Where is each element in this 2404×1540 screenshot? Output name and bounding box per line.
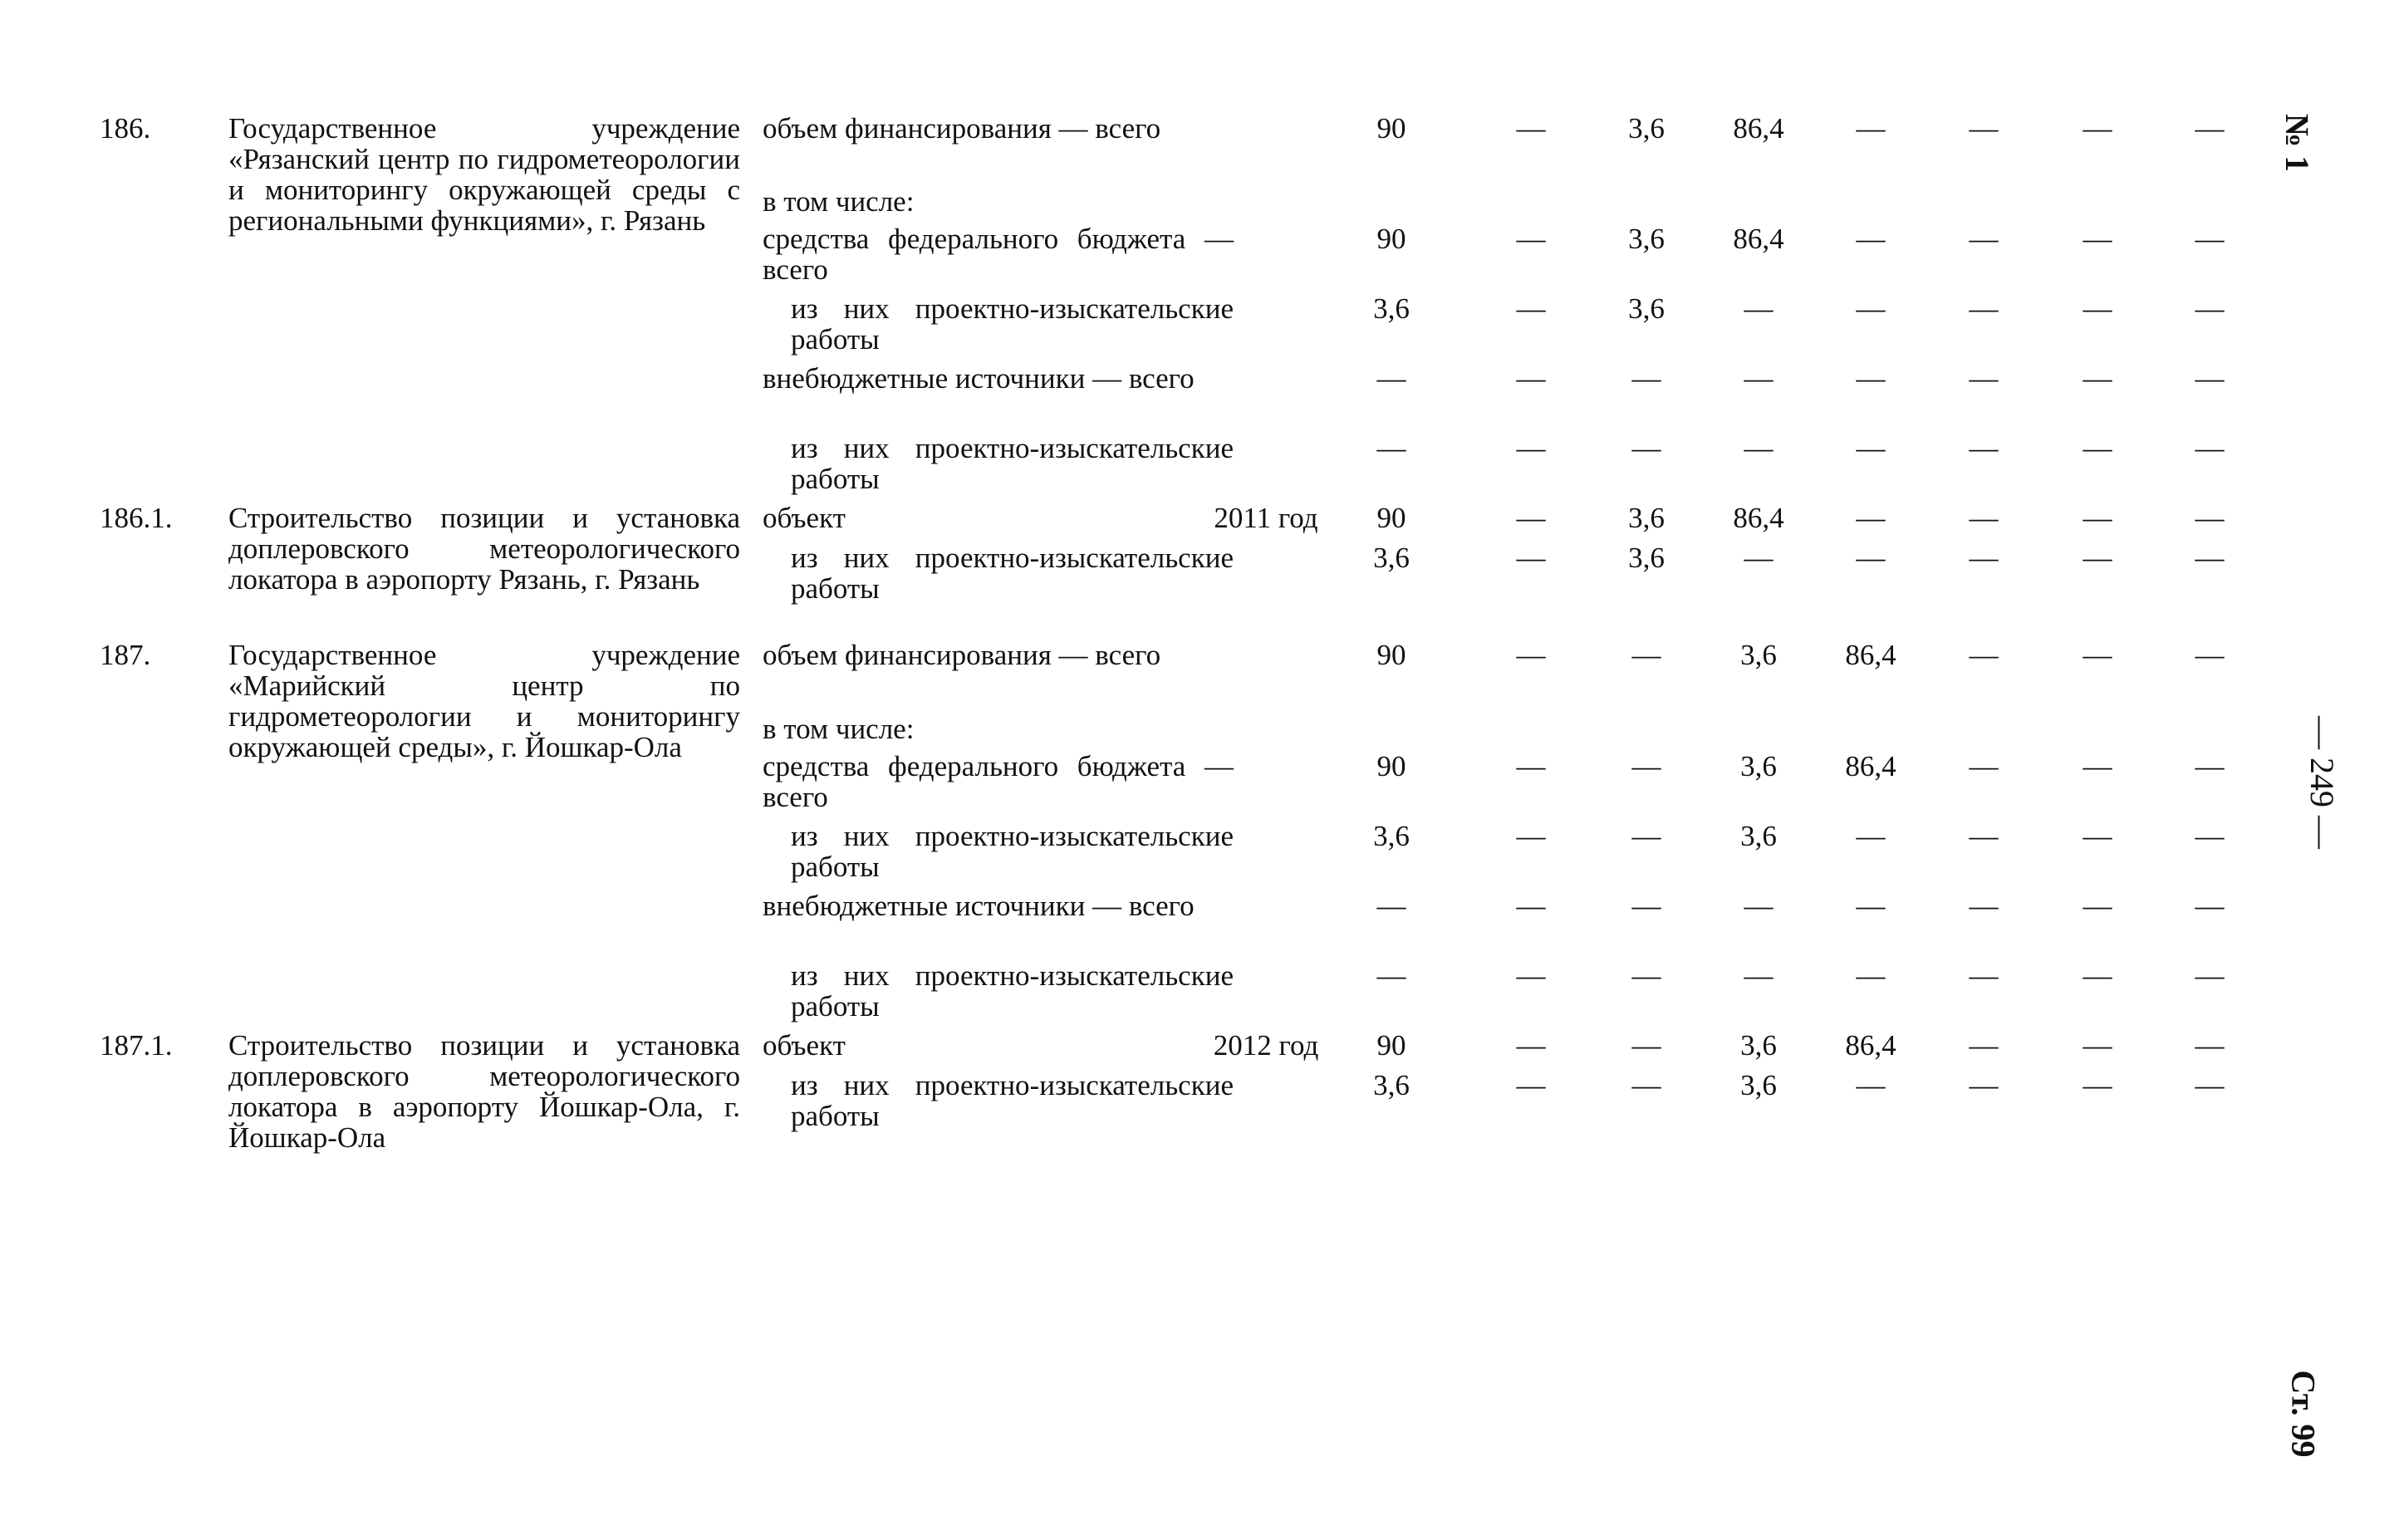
value-cell: — <box>1856 112 1886 145</box>
value-cell: — <box>1744 362 1774 395</box>
value-cell: — <box>1856 223 1886 255</box>
value-cell: — <box>1631 362 1661 395</box>
value-cell: — <box>1969 292 1999 325</box>
value-cell: — <box>1856 890 1886 922</box>
indicator-label: в том числе: <box>763 713 915 745</box>
row-number: 187. <box>100 639 151 671</box>
value-cell: — <box>1631 959 1661 992</box>
value-cell: — <box>1856 1069 1886 1101</box>
row-number: 186.1. <box>100 502 173 534</box>
value-cell: — <box>1969 959 1999 992</box>
value-cell: — <box>2195 223 2225 255</box>
value-cell: — <box>2195 639 2225 671</box>
value-cell: 3,6 <box>1740 1029 1777 1062</box>
value-cell: 86,4 <box>1845 1029 1896 1062</box>
value-cell: — <box>2083 223 2112 255</box>
year-cell: 2012 год <box>1213 1029 1319 1062</box>
value-cell: 90 <box>1376 112 1406 145</box>
value-cell: 3,6 <box>1628 292 1665 325</box>
value-cell: — <box>2083 112 2112 145</box>
value-cell: — <box>1516 112 1546 145</box>
value-cell: — <box>1969 432 1999 464</box>
value-cell: — <box>1969 362 1999 395</box>
value-cell: — <box>1516 959 1546 992</box>
article-number: Ст. 99 <box>2284 1370 2323 1458</box>
value-cell: — <box>2195 959 2225 992</box>
indicator-label: из них проектно-изыскательские работы <box>791 542 1234 605</box>
value-cell: — <box>2195 432 2225 464</box>
value-cell: — <box>1744 432 1774 464</box>
value-cell: — <box>2083 1029 2112 1062</box>
value-cell: — <box>2083 502 2112 534</box>
value-cell: — <box>1856 542 1886 574</box>
value-cell: — <box>1744 959 1774 992</box>
value-cell: — <box>1631 820 1661 852</box>
value-cell: — <box>1516 502 1546 534</box>
value-cell: — <box>1631 1029 1661 1062</box>
value-cell: — <box>1969 502 1999 534</box>
institution-name: Строительство позиции и установка доплеровского метеорологического локатора в аэропорту Рязань, г. Рязань <box>228 502 740 596</box>
indicator-label: объем финансирования — всего <box>763 112 1161 145</box>
value-cell: — <box>1856 502 1886 534</box>
value-cell: — <box>1631 432 1661 464</box>
value-cell: 86,4 <box>1845 639 1896 671</box>
indicator-label: из них проектно-изыскательские работы <box>791 292 1234 356</box>
value-cell: 3,6 <box>1373 292 1410 325</box>
row-number: 187.1. <box>100 1029 173 1062</box>
value-cell: 86,4 <box>1733 502 1784 534</box>
indicator-label: средства федерального бюджета — всего <box>763 750 1234 813</box>
value-cell: 3,6 <box>1740 750 1777 782</box>
value-cell: — <box>2195 542 2225 574</box>
value-cell: — <box>1744 890 1774 922</box>
value-cell: — <box>1744 292 1774 325</box>
value-cell: — <box>2083 432 2112 464</box>
value-cell: — <box>1856 959 1886 992</box>
indicator-label: из них проектно-изыскательские работы <box>791 1069 1234 1132</box>
value-cell: — <box>2195 502 2225 534</box>
indicator-label: из них проектно-изыскательские работы <box>791 959 1234 1023</box>
value-cell: — <box>1376 432 1406 464</box>
institution-name: Государственное учреждение «Рязанский центр по гидрометеорологии и мониторингу окружающей среды с региональными функциями», г. Рязань <box>228 112 740 237</box>
value-cell: — <box>2195 890 2225 922</box>
value-cell: — <box>1516 1029 1546 1062</box>
value-cell: 90 <box>1376 1029 1406 1062</box>
value-cell: — <box>2195 1029 2225 1062</box>
value-cell: — <box>1516 820 1546 852</box>
value-cell: 86,4 <box>1733 223 1784 255</box>
value-cell: — <box>1856 362 1886 395</box>
value-cell: 3,6 <box>1373 820 1410 852</box>
value-cell: 3,6 <box>1628 112 1665 145</box>
value-cell: 3,6 <box>1740 1069 1777 1101</box>
value-cell: 86,4 <box>1845 750 1896 782</box>
row-number: 186. <box>100 112 151 145</box>
value-cell: — <box>1631 1069 1661 1101</box>
year-cell: 2011 год <box>1214 502 1318 534</box>
value-cell: — <box>2083 1069 2112 1101</box>
indicator-label: из них проектно-изыскательские работы <box>791 432 1234 495</box>
value-cell: 3,6 <box>1373 1069 1410 1101</box>
value-cell: 90 <box>1376 223 1406 255</box>
value-cell: — <box>1969 890 1999 922</box>
value-cell: — <box>2083 639 2112 671</box>
value-cell: — <box>2083 542 2112 574</box>
value-cell: — <box>1744 542 1774 574</box>
indicator-label: средства федерального бюджета — всего <box>763 223 1234 286</box>
value-cell: — <box>2195 112 2225 145</box>
value-cell: — <box>2083 292 2112 325</box>
value-cell: — <box>2083 890 2112 922</box>
value-cell: — <box>2195 750 2225 782</box>
indicator-label: внебюджетные источники — всего <box>763 890 1195 922</box>
value-cell: — <box>1516 432 1546 464</box>
indicator-label: в том числе: <box>763 185 915 218</box>
value-cell: — <box>1631 890 1661 922</box>
page-number: — 249 — <box>2303 716 2341 849</box>
value-cell: — <box>1516 1069 1546 1101</box>
indicator-label: объект <box>763 502 846 534</box>
value-cell: 90 <box>1376 750 1406 782</box>
value-cell: — <box>2083 362 2112 395</box>
issue-number: № 1 <box>2279 113 2317 173</box>
value-cell: — <box>1969 639 1999 671</box>
value-cell: 3,6 <box>1740 639 1777 671</box>
value-cell: — <box>1631 639 1661 671</box>
value-cell: — <box>1856 820 1886 852</box>
value-cell: 3,6 <box>1628 542 1665 574</box>
value-cell: 3,6 <box>1740 820 1777 852</box>
value-cell: — <box>1516 890 1546 922</box>
value-cell: — <box>1969 1029 1999 1062</box>
indicator-label: внебюджетные источники — всего <box>763 362 1195 395</box>
value-cell: — <box>1516 750 1546 782</box>
value-cell: — <box>1969 112 1999 145</box>
value-cell: — <box>1969 542 1999 574</box>
indicator-label: из них проектно-изыскательские работы <box>791 820 1234 883</box>
value-cell: — <box>2195 820 2225 852</box>
value-cell: 90 <box>1376 639 1406 671</box>
institution-name: Строительство позиции и установка доплеровского метеорологического локатора в аэропорту Йошкар-Ола, г. Йошкар-Ола <box>228 1029 740 1154</box>
value-cell: 3,6 <box>1628 223 1665 255</box>
indicator-label: объект <box>763 1029 846 1062</box>
value-cell: — <box>1631 750 1661 782</box>
value-cell: — <box>1969 820 1999 852</box>
value-cell: 3,6 <box>1628 502 1665 534</box>
value-cell: — <box>2083 750 2112 782</box>
value-cell: 90 <box>1376 502 1406 534</box>
value-cell: — <box>1516 639 1546 671</box>
value-cell: — <box>1969 223 1999 255</box>
value-cell: — <box>1516 223 1546 255</box>
value-cell: — <box>2083 820 2112 852</box>
value-cell: — <box>1376 362 1406 395</box>
value-cell: 86,4 <box>1733 112 1784 145</box>
value-cell: — <box>2195 1069 2225 1101</box>
value-cell: 3,6 <box>1373 542 1410 574</box>
value-cell: — <box>1969 1069 1999 1101</box>
value-cell: — <box>1856 432 1886 464</box>
value-cell: — <box>1969 750 1999 782</box>
value-cell: — <box>2195 362 2225 395</box>
value-cell: — <box>1376 959 1406 992</box>
institution-name: Государственное учреждение «Марийский центр по гидрометеорологии и мониторингу окружающей среды», г. Йошкар-Ола <box>228 639 740 763</box>
value-cell: — <box>2195 292 2225 325</box>
value-cell: — <box>1856 292 1886 325</box>
value-cell: — <box>1376 890 1406 922</box>
indicator-label: объем финансирования — всего <box>763 639 1161 671</box>
value-cell: — <box>1516 292 1546 325</box>
value-cell: — <box>1516 362 1546 395</box>
value-cell: — <box>2083 959 2112 992</box>
value-cell: — <box>1516 542 1546 574</box>
